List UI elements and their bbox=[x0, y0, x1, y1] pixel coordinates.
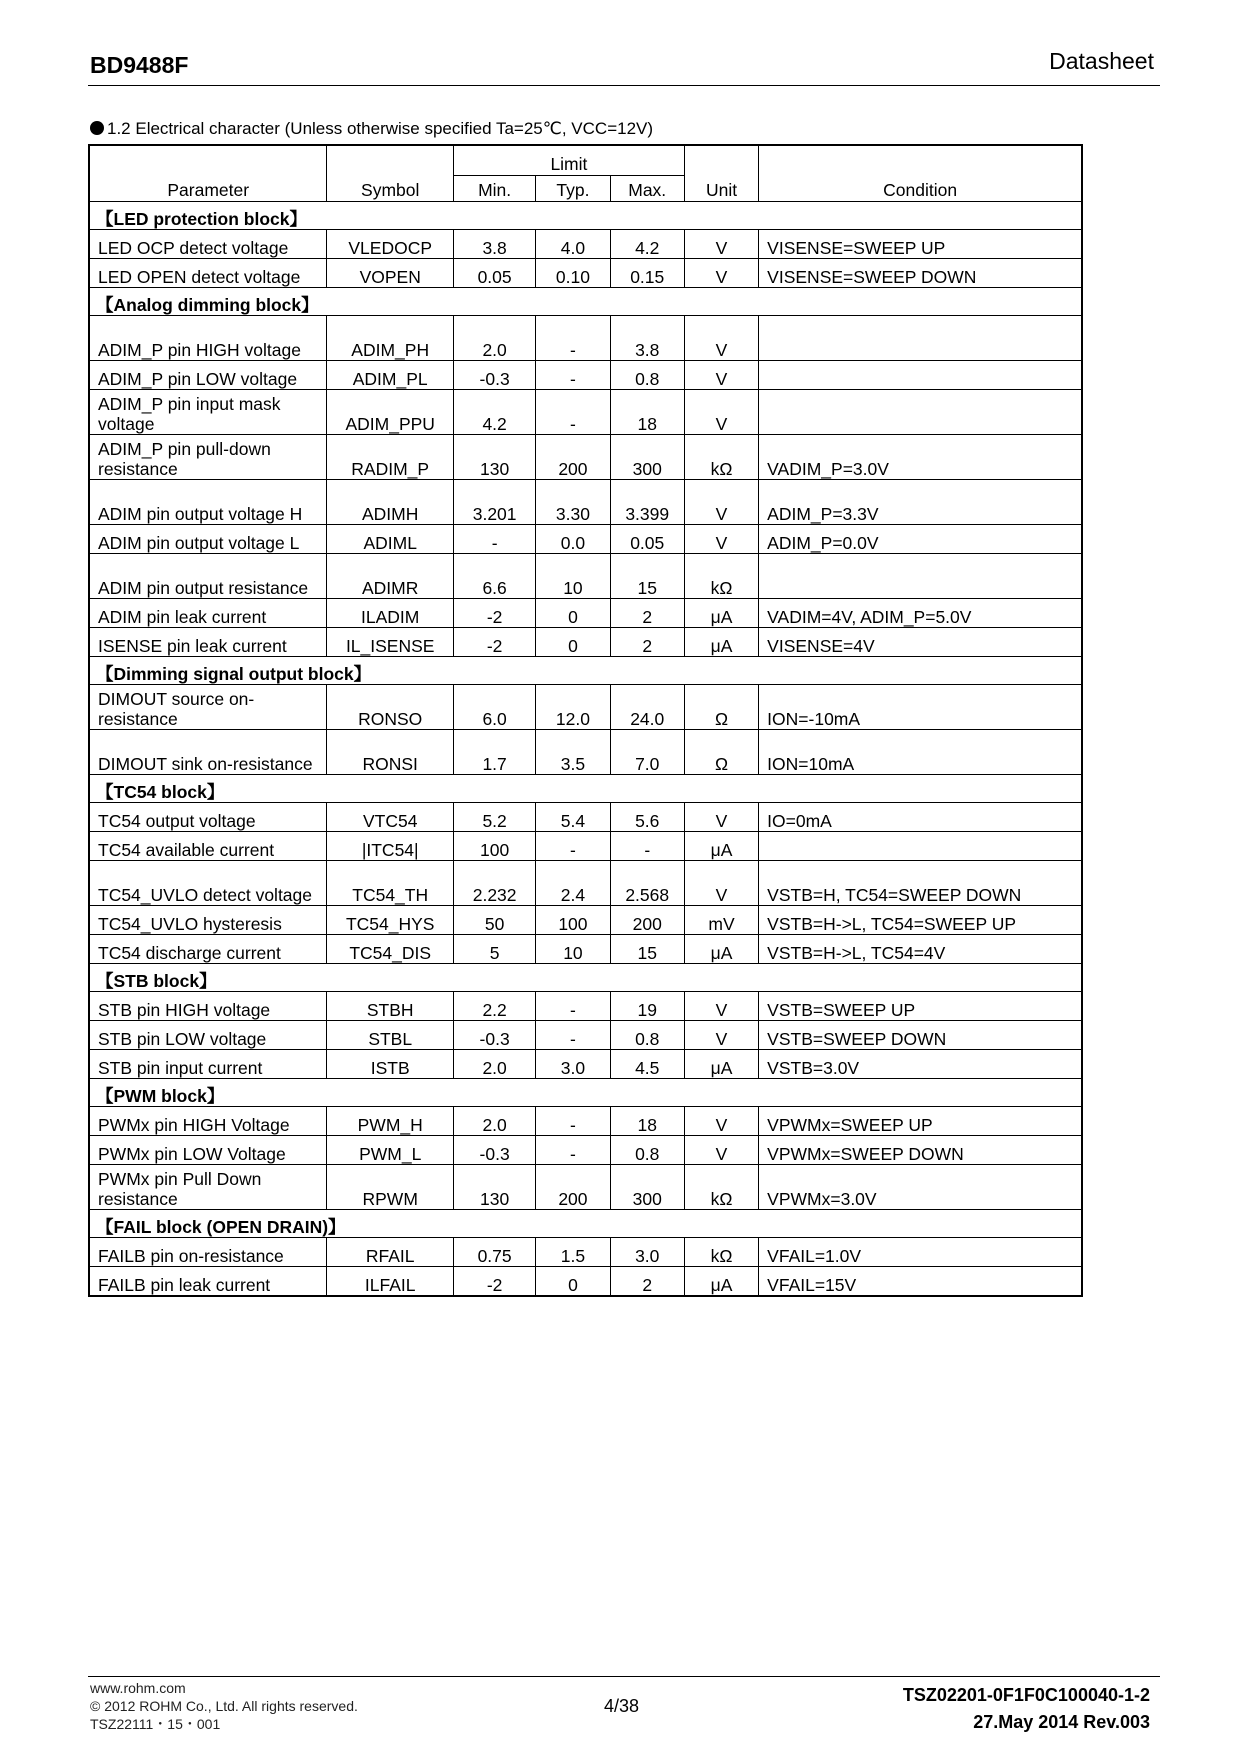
cell-param: FAILB pin on-resistance bbox=[89, 1237, 327, 1266]
table-row bbox=[89, 991, 1082, 1020]
cell-typ: 200 bbox=[536, 434, 610, 479]
cell-param: ADIM pin output resistance bbox=[89, 553, 327, 598]
cell-param: ADIM_P pin HIGH voltage bbox=[89, 315, 327, 360]
cell-param: DIMOUT source on-resistance bbox=[89, 684, 327, 729]
revision: 27.May 2014 Rev.003 bbox=[973, 1712, 1150, 1732]
cell-max: 2 bbox=[610, 627, 684, 656]
cell-unit: V bbox=[684, 802, 758, 831]
cell-unit: V bbox=[684, 360, 758, 389]
cell-min: 130 bbox=[453, 1164, 535, 1209]
cell-min: 50 bbox=[453, 905, 535, 934]
table-row bbox=[89, 1020, 1082, 1049]
cell-param: TC54_UVLO hysteresis bbox=[89, 905, 327, 934]
cell-min: 5.2 bbox=[453, 802, 535, 831]
cell-condition: VFAIL=15V bbox=[759, 1266, 1082, 1296]
cell-max: 0.8 bbox=[610, 1020, 684, 1049]
cell-param: ADIM pin output voltage L bbox=[89, 524, 327, 553]
cell-max: 4.5 bbox=[610, 1049, 684, 1078]
cell-symbol: |ITC54| bbox=[327, 831, 454, 860]
cell-condition: VSTB=H->L, TC54=SWEEP UP bbox=[759, 905, 1082, 934]
group-row bbox=[89, 287, 1082, 315]
table-row bbox=[89, 1164, 1082, 1209]
cell-typ: 3.5 bbox=[536, 729, 610, 774]
cell-condition: VSTB=3.0V bbox=[759, 1049, 1082, 1078]
cell-symbol: STBH bbox=[327, 991, 454, 1020]
cell-unit: V bbox=[684, 991, 758, 1020]
cell-max: 24.0 bbox=[610, 684, 684, 729]
table-row bbox=[89, 729, 1082, 774]
cell-symbol: RPWM bbox=[327, 1164, 454, 1209]
cell-condition: ION=-10mA bbox=[759, 684, 1082, 729]
cell-min: 3.8 bbox=[453, 229, 535, 258]
cell-max: 0.05 bbox=[610, 524, 684, 553]
table-header bbox=[89, 145, 1082, 201]
cell-max: 5.6 bbox=[610, 802, 684, 831]
cell-condition: VSTB=H->L, TC54=4V bbox=[759, 934, 1082, 963]
cell-min: -0.3 bbox=[453, 1135, 535, 1164]
header-symbol: Symbol bbox=[327, 145, 454, 201]
cell-unit: V bbox=[684, 524, 758, 553]
group-title: 【STB block】 bbox=[89, 963, 1082, 991]
cell-typ: - bbox=[536, 360, 610, 389]
group-title: 【Dimming signal output block】 bbox=[89, 656, 1082, 684]
page-number: 4/38 bbox=[604, 1696, 640, 1716]
cell-max: 15 bbox=[610, 553, 684, 598]
cell-symbol: VOPEN bbox=[327, 258, 454, 287]
cell-unit: Ω bbox=[684, 729, 758, 774]
cell-param: TC54 discharge current bbox=[89, 934, 327, 963]
cell-symbol: TC54_TH bbox=[327, 860, 454, 905]
section-title-text: 1.2 Electrical character (Unless otherwise specified Ta=25℃, VCC=12V) bbox=[107, 119, 654, 138]
cell-symbol: VLEDOCP bbox=[327, 229, 454, 258]
cell-max: 200 bbox=[610, 905, 684, 934]
group-row bbox=[89, 1209, 1082, 1237]
cell-typ: - bbox=[536, 389, 610, 434]
cell-typ: 0.10 bbox=[536, 258, 610, 287]
cell-min: 4.2 bbox=[453, 389, 535, 434]
cell-typ: 1.5 bbox=[536, 1237, 610, 1266]
cell-param: TC54 available current bbox=[89, 831, 327, 860]
group-row bbox=[89, 963, 1082, 991]
cell-unit: V bbox=[684, 1135, 758, 1164]
cell-unit: μA bbox=[684, 598, 758, 627]
header-limit: Limit bbox=[453, 145, 684, 175]
cell-symbol: ADIMH bbox=[327, 479, 454, 524]
table-row bbox=[89, 684, 1082, 729]
table-row bbox=[89, 229, 1082, 258]
cell-symbol: ADIML bbox=[327, 524, 454, 553]
cell-min: 6.6 bbox=[453, 553, 535, 598]
cell-typ: 0.0 bbox=[536, 524, 610, 553]
cell-condition: IO=0mA bbox=[759, 802, 1082, 831]
cell-typ: - bbox=[536, 315, 610, 360]
cell-unit: μA bbox=[684, 627, 758, 656]
cell-condition bbox=[759, 553, 1082, 598]
cell-param: LED OCP detect voltage bbox=[89, 229, 327, 258]
group-row bbox=[89, 201, 1082, 229]
header-typ: Typ. bbox=[536, 175, 610, 201]
cell-min: 130 bbox=[453, 434, 535, 479]
cell-min: -2 bbox=[453, 598, 535, 627]
cell-min: 0.75 bbox=[453, 1237, 535, 1266]
table-row bbox=[89, 905, 1082, 934]
cell-typ: 4.0 bbox=[536, 229, 610, 258]
cell-typ: 200 bbox=[536, 1164, 610, 1209]
cell-unit: V bbox=[684, 479, 758, 524]
cell-max: 0.8 bbox=[610, 1135, 684, 1164]
cell-min: 5 bbox=[453, 934, 535, 963]
section-title bbox=[90, 119, 653, 139]
group-title: 【FAIL block (OPEN DRAIN)】 bbox=[89, 1209, 1082, 1237]
cell-max: 4.2 bbox=[610, 229, 684, 258]
cell-unit: V bbox=[684, 315, 758, 360]
electrical-characteristics-table bbox=[88, 144, 1083, 1297]
table-row bbox=[89, 315, 1082, 360]
cell-condition: ADIM_P=3.3V bbox=[759, 479, 1082, 524]
cell-condition: VPWMx=SWEEP DOWN bbox=[759, 1135, 1082, 1164]
cell-param: STB pin HIGH voltage bbox=[89, 991, 327, 1020]
cell-max: 18 bbox=[610, 1106, 684, 1135]
header-condition: Condition bbox=[759, 145, 1082, 201]
cell-symbol: RONSO bbox=[327, 684, 454, 729]
group-row bbox=[89, 656, 1082, 684]
cell-symbol: ADIMR bbox=[327, 553, 454, 598]
cell-symbol: TC54_DIS bbox=[327, 934, 454, 963]
cell-condition: VISENSE=SWEEP DOWN bbox=[759, 258, 1082, 287]
cell-min: 100 bbox=[453, 831, 535, 860]
cell-min: -0.3 bbox=[453, 360, 535, 389]
table-row bbox=[89, 360, 1082, 389]
header-divider bbox=[88, 85, 1160, 86]
cell-symbol: RONSI bbox=[327, 729, 454, 774]
cell-typ: 5.4 bbox=[536, 802, 610, 831]
cell-max: 7.0 bbox=[610, 729, 684, 774]
cell-param: TC54 output voltage bbox=[89, 802, 327, 831]
table-row bbox=[89, 934, 1082, 963]
table-row bbox=[89, 1135, 1082, 1164]
cell-min: 6.0 bbox=[453, 684, 535, 729]
table-row bbox=[89, 389, 1082, 434]
cell-min: 2.0 bbox=[453, 1049, 535, 1078]
cell-max: 3.8 bbox=[610, 315, 684, 360]
cell-unit: μA bbox=[684, 1049, 758, 1078]
cell-param: STB pin LOW voltage bbox=[89, 1020, 327, 1049]
cell-max: 0.8 bbox=[610, 360, 684, 389]
header-min: Min. bbox=[453, 175, 535, 201]
cell-min: 3.201 bbox=[453, 479, 535, 524]
cell-max: 0.15 bbox=[610, 258, 684, 287]
cell-symbol: TC54_HYS bbox=[327, 905, 454, 934]
cell-symbol: ILADIM bbox=[327, 598, 454, 627]
cell-unit: μA bbox=[684, 1266, 758, 1296]
cell-param: STB pin input current bbox=[89, 1049, 327, 1078]
cell-min: 0.05 bbox=[453, 258, 535, 287]
cell-unit: kΩ bbox=[684, 1237, 758, 1266]
group-title: 【PWM block】 bbox=[89, 1078, 1082, 1106]
cell-max: 2 bbox=[610, 1266, 684, 1296]
cell-max: 19 bbox=[610, 991, 684, 1020]
cell-param: ADIM_P pin LOW voltage bbox=[89, 360, 327, 389]
cell-unit: μA bbox=[684, 831, 758, 860]
table-row bbox=[89, 598, 1082, 627]
cell-typ: 100 bbox=[536, 905, 610, 934]
cell-param: PWMx pin HIGH Voltage bbox=[89, 1106, 327, 1135]
cell-symbol: PWM_H bbox=[327, 1106, 454, 1135]
cell-typ: 0 bbox=[536, 1266, 610, 1296]
website-link[interactable]: www.rohm.com bbox=[90, 1680, 186, 1696]
cell-condition: ION=10mA bbox=[759, 729, 1082, 774]
cell-max: - bbox=[610, 831, 684, 860]
cell-condition: VPWMx=SWEEP UP bbox=[759, 1106, 1082, 1135]
table-row bbox=[89, 479, 1082, 524]
table-row bbox=[89, 524, 1082, 553]
cell-condition bbox=[759, 831, 1082, 860]
cell-condition bbox=[759, 315, 1082, 360]
cell-param: PWMx pin Pull Down resistance bbox=[89, 1164, 327, 1209]
cell-param: ADIM_P pin pull-down resistance bbox=[89, 434, 327, 479]
table-row bbox=[89, 831, 1082, 860]
document-number: TSZ02201-0F1F0C100040-1-2 bbox=[902, 1685, 1150, 1705]
cell-typ: - bbox=[536, 1135, 610, 1164]
cell-symbol: ADIM_PL bbox=[327, 360, 454, 389]
table-row bbox=[89, 1237, 1082, 1266]
cell-condition: VISENSE=SWEEP UP bbox=[759, 229, 1082, 258]
cell-symbol: IL_ISENSE bbox=[327, 627, 454, 656]
table-row bbox=[89, 1106, 1082, 1135]
cell-condition: VISENSE=4V bbox=[759, 627, 1082, 656]
cell-unit: kΩ bbox=[684, 553, 758, 598]
cell-unit: V bbox=[684, 389, 758, 434]
cell-min: -2 bbox=[453, 1266, 535, 1296]
table-row bbox=[89, 1049, 1082, 1078]
cell-symbol: ADIM_PH bbox=[327, 315, 454, 360]
cell-max: 15 bbox=[610, 934, 684, 963]
group-title: 【TC54 block】 bbox=[89, 774, 1082, 802]
cell-max: 300 bbox=[610, 1164, 684, 1209]
table-row bbox=[89, 802, 1082, 831]
cell-min: 2.0 bbox=[453, 315, 535, 360]
cell-unit: kΩ bbox=[684, 434, 758, 479]
cell-condition: VSTB=H, TC54=SWEEP DOWN bbox=[759, 860, 1082, 905]
header-max: Max. bbox=[610, 175, 684, 201]
cell-symbol: RFAIL bbox=[327, 1237, 454, 1266]
cell-condition: VPWMx=3.0V bbox=[759, 1164, 1082, 1209]
cell-unit: kΩ bbox=[684, 1164, 758, 1209]
cell-min: 2.0 bbox=[453, 1106, 535, 1135]
table-row bbox=[89, 860, 1082, 905]
cell-param: ADIM pin leak current bbox=[89, 598, 327, 627]
cell-min: 2.232 bbox=[453, 860, 535, 905]
cell-typ: 10 bbox=[536, 553, 610, 598]
cell-symbol: ADIM_PPU bbox=[327, 389, 454, 434]
cell-symbol: VTC54 bbox=[327, 802, 454, 831]
cell-min: 1.7 bbox=[453, 729, 535, 774]
part-number: BD9488F bbox=[90, 52, 189, 78]
cell-symbol: ILFAIL bbox=[327, 1266, 454, 1296]
cell-param: FAILB pin leak current bbox=[89, 1266, 327, 1296]
cell-unit: V bbox=[684, 860, 758, 905]
cell-unit: V bbox=[684, 258, 758, 287]
cell-condition: VSTB=SWEEP DOWN bbox=[759, 1020, 1082, 1049]
table-row bbox=[89, 258, 1082, 287]
group-title: 【LED protection block】 bbox=[89, 201, 1082, 229]
cell-max: 300 bbox=[610, 434, 684, 479]
cell-condition bbox=[759, 360, 1082, 389]
cell-min: -2 bbox=[453, 627, 535, 656]
cell-typ: 0 bbox=[536, 598, 610, 627]
cell-param: PWMx pin LOW Voltage bbox=[89, 1135, 327, 1164]
cell-symbol: ISTB bbox=[327, 1049, 454, 1078]
cell-typ: 3.30 bbox=[536, 479, 610, 524]
cell-min: 2.2 bbox=[453, 991, 535, 1020]
table-row bbox=[89, 1266, 1082, 1296]
document-type: Datasheet bbox=[1049, 48, 1154, 74]
form-code: TSZ22111・15・001 bbox=[90, 1716, 221, 1732]
cell-symbol: PWM_L bbox=[327, 1135, 454, 1164]
cell-max: 2 bbox=[610, 598, 684, 627]
cell-param: ADIM_P pin input mask voltage bbox=[89, 389, 327, 434]
cell-condition: ADIM_P=0.0V bbox=[759, 524, 1082, 553]
table-row bbox=[89, 434, 1082, 479]
bullet-icon bbox=[90, 121, 104, 135]
table-row bbox=[89, 627, 1082, 656]
cell-unit: μA bbox=[684, 934, 758, 963]
cell-unit: V bbox=[684, 229, 758, 258]
cell-condition: VADIM_P=3.0V bbox=[759, 434, 1082, 479]
table-row bbox=[89, 553, 1082, 598]
cell-param: ISENSE pin leak current bbox=[89, 627, 327, 656]
cell-param: TC54_UVLO detect voltage bbox=[89, 860, 327, 905]
cell-min: - bbox=[453, 524, 535, 553]
header-unit: Unit bbox=[684, 145, 758, 201]
copyright: © 2012 ROHM Co., Ltd. All rights reserved. bbox=[90, 1698, 358, 1714]
group-title: 【Analog dimming block】 bbox=[89, 287, 1082, 315]
cell-typ: - bbox=[536, 1106, 610, 1135]
cell-unit: mV bbox=[684, 905, 758, 934]
cell-typ: - bbox=[536, 831, 610, 860]
cell-typ: 2.4 bbox=[536, 860, 610, 905]
cell-symbol: STBL bbox=[327, 1020, 454, 1049]
cell-typ: 0 bbox=[536, 627, 610, 656]
cell-unit: V bbox=[684, 1020, 758, 1049]
cell-max: 2.568 bbox=[610, 860, 684, 905]
footer-right bbox=[903, 1682, 1150, 1736]
cell-max: 3.399 bbox=[610, 479, 684, 524]
table-body bbox=[89, 201, 1082, 1296]
cell-condition: VADIM=4V, ADIM_P=5.0V bbox=[759, 598, 1082, 627]
cell-param: DIMOUT sink on-resistance bbox=[89, 729, 327, 774]
cell-typ: 12.0 bbox=[536, 684, 610, 729]
cell-typ: 10 bbox=[536, 934, 610, 963]
cell-typ: - bbox=[536, 1020, 610, 1049]
cell-condition: VFAIL=1.0V bbox=[759, 1237, 1082, 1266]
cell-max: 3.0 bbox=[610, 1237, 684, 1266]
group-row bbox=[89, 1078, 1082, 1106]
cell-typ: - bbox=[536, 991, 610, 1020]
cell-condition bbox=[759, 389, 1082, 434]
cell-condition: VSTB=SWEEP UP bbox=[759, 991, 1082, 1020]
cell-max: 18 bbox=[610, 389, 684, 434]
cell-unit: Ω bbox=[684, 684, 758, 729]
cell-param: ADIM pin output voltage H bbox=[89, 479, 327, 524]
cell-min: -0.3 bbox=[453, 1020, 535, 1049]
cell-symbol: RADIM_P bbox=[327, 434, 454, 479]
header-parameter: Parameter bbox=[89, 145, 327, 201]
footer-left bbox=[90, 1679, 358, 1733]
cell-typ: 3.0 bbox=[536, 1049, 610, 1078]
cell-unit: V bbox=[684, 1106, 758, 1135]
cell-param: LED OPEN detect voltage bbox=[89, 258, 327, 287]
footer-divider bbox=[88, 1676, 1160, 1677]
group-row bbox=[89, 774, 1082, 802]
